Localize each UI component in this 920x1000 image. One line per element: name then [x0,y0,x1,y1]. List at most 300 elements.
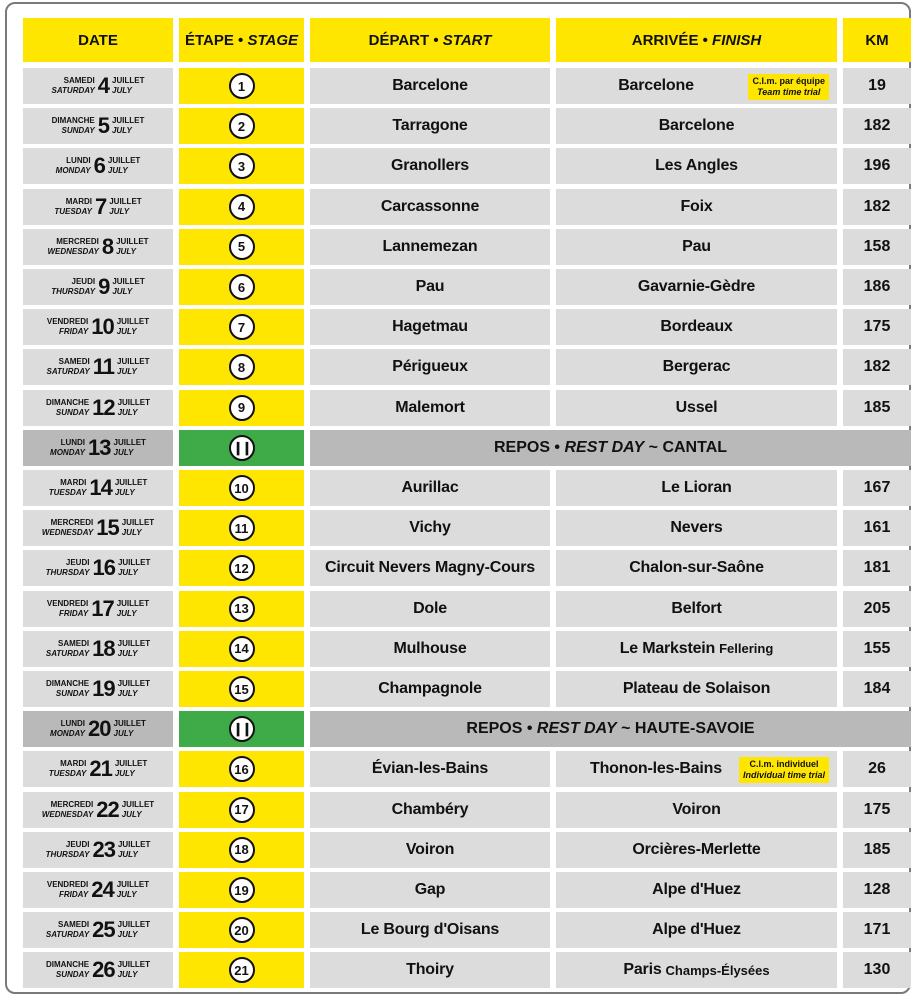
start-cell [310,269,550,305]
distance-km: 181 [863,559,891,577]
start-cell [310,229,550,265]
finish-city: Alpe d'Huez [652,881,741,898]
date-cell [23,68,173,104]
distance-km: 161 [863,519,891,537]
finish-cell [556,470,837,506]
weekday [50,438,85,458]
month-fr: JUILLET [109,196,142,206]
finish-cell [556,390,837,426]
stage-number: 16 [229,756,255,782]
day-number: 7 [94,193,107,219]
distance-km: 155 [863,639,891,657]
header-start-fr: DÉPART [368,31,430,49]
day-number: 25 [92,917,115,943]
distance-cell [843,912,911,948]
finish-cell [556,269,837,305]
distance-km: 196 [863,157,891,175]
month-en: JULY [117,689,138,698]
finish-city: Alpe d'Huez [652,921,741,939]
start-city: Périgueux [392,358,468,376]
rest-fr: REPOS [493,438,550,456]
distance-km: 167 [863,479,891,496]
weekday-en: SATURDAY [45,930,90,940]
start-city: Pau [415,278,445,295]
weekday-fr: MERCREDI [50,799,94,809]
start-cell [310,872,550,908]
distance-cell [843,269,911,305]
weekday-en: WEDNESDAY [41,528,94,538]
month-fr: JUILLET [114,478,148,487]
start-cell [310,671,550,707]
distance-km: 158 [863,237,891,255]
day-number: 23 [92,836,115,862]
finish-city: Les Angles [655,157,738,175]
stage-number: 3 [229,153,255,179]
weekday [46,920,89,940]
start-city: Champagnole [378,680,482,697]
stage-number: 13 [229,596,255,622]
distance-cell [843,390,911,426]
finish-city: Barcelone [658,117,735,135]
weekday-fr: JEUDI [65,558,90,568]
date-cell [23,229,173,265]
header-km: KM [843,18,911,62]
stage-cell [179,671,304,707]
distance-km: 19 [868,77,886,94]
distance-cell [843,792,911,828]
month [118,639,150,659]
weekday-fr: SAMEDI [58,357,90,367]
badge-en: Team time trial [757,87,821,97]
rest-fr: REPOS [466,720,523,738]
table-frame [5,2,911,994]
start-cell [310,832,550,868]
month-en: JULY [121,528,142,538]
month-fr: JUILLET [112,76,145,85]
start-cell [310,108,550,144]
distance-km: 128 [863,881,891,898]
start-cell [310,591,550,627]
month-en: JULY [116,608,137,618]
rest-place: HAUTE-SAVOIE [634,720,755,738]
distance-cell [843,189,911,225]
month-fr: JUILLET [111,116,145,126]
rest-day-label [310,711,911,747]
month-en: JULY [117,367,137,377]
month-fr: JUILLET [117,558,151,568]
finish-city: Nevers [670,519,723,537]
weekday [47,317,88,337]
start-city: Dole [413,599,447,617]
stage-number: 21 [229,957,255,983]
day-number: 13 [88,434,111,460]
finish-cell [556,591,837,627]
stage-cell [179,912,304,948]
weekday [46,840,90,860]
finish-cell [556,832,837,868]
distance-cell [843,550,911,586]
month-en: JULY [117,407,138,417]
weekday [47,880,88,900]
stage-cell [179,550,304,586]
badge-en: Individual time trial [742,770,825,781]
weekday-en: FRIDAY [59,327,89,337]
month-fr: JUILLET [117,397,151,407]
distance-cell [843,510,911,546]
weekday-en: THURSDAY [45,849,90,859]
month-fr: JUILLET [107,156,141,166]
finish-cell [556,872,837,908]
day-number: 16 [92,555,115,581]
weekday [46,960,89,980]
date-cell [23,792,173,828]
day-number: 17 [91,595,114,621]
weekday-fr: JEUDI [71,277,96,286]
distance-cell [843,751,911,787]
stage-number: 20 [229,917,255,943]
day-number: 26 [92,957,115,983]
stage-cell [179,229,304,265]
finish-cell [556,349,837,385]
distance-cell [843,872,911,908]
day-number: 8 [101,233,114,259]
rest-dash: ~ [644,438,663,456]
finish-cell [556,671,837,707]
month-fr: JUILLET [114,759,148,769]
date-cell [23,671,173,707]
weekday [42,518,93,538]
start-cell [310,309,550,345]
header-date: DATE [23,18,173,62]
stage-number: 8 [229,354,255,380]
distance-km: 186 [863,278,891,295]
weekday-fr: LUNDI [60,719,86,729]
day-number: 4 [97,73,110,98]
weekday-fr: DIMANCHE [45,960,90,970]
weekday-fr: MARDI [60,759,87,769]
distance-cell [843,470,911,506]
finish-cell [556,912,837,948]
month-en: JULY [117,568,138,578]
weekday-en: SATURDAY [46,367,90,377]
date-cell [23,189,173,225]
date-cell [23,832,173,868]
month-en: JULY [113,729,134,739]
stage-cell [179,269,304,305]
month [122,800,154,820]
stage-number: 5 [229,234,255,260]
month [115,478,147,498]
stage-number: 10 [229,475,255,501]
distance-cell [843,832,911,868]
header-finish [556,18,837,62]
start-city: Gap [414,881,446,898]
stage-number: 12 [229,555,255,581]
header-sep: • [233,31,248,49]
weekday [47,599,88,619]
date-cell [23,470,173,506]
weekday-en: FRIDAY [59,608,89,618]
stage-cell [179,390,304,426]
distance-km: 171 [863,921,891,939]
start-city: Lannemezan [382,237,478,255]
start-city: Tarragone [392,117,468,135]
month [112,76,144,96]
start-cell [310,68,550,104]
day-number: 19 [92,676,115,701]
weekday-en: SUNDAY [55,407,90,417]
finish-city: Pau [682,237,711,255]
month-fr: JUILLET [113,719,146,729]
day-number: 10 [91,314,114,340]
month-en: JULY [117,930,138,940]
start-cell [310,390,550,426]
weekday-fr: MERCREDI [50,518,94,528]
finish-subtitle: Fellering [719,641,774,657]
start-city: Thoiry [406,961,454,979]
header-finish-en: FINISH [712,31,762,49]
finish-city: Chalon-sur-Saône [629,559,764,577]
header-sep: • [698,31,713,49]
month-fr: JUILLET [121,518,155,528]
month [122,518,154,538]
date-cell [23,349,173,385]
start-cell [310,751,550,787]
rest-day-icon: ❙❙ [229,716,255,742]
weekday-en: MONDAY [50,729,86,739]
start-cell [310,792,550,828]
date-cell [23,550,173,586]
header-sep: • [429,31,443,49]
month-fr: JUILLET [116,598,150,608]
weekday-fr: LUNDI [60,437,86,447]
date-cell [23,912,173,948]
stage-number: 15 [229,676,255,702]
weekday [49,759,87,779]
month-en: JULY [117,970,138,980]
header-start-en: START [442,31,492,49]
weekday-fr: VENDREDI [46,317,89,327]
stage-cell [179,631,304,667]
rest-stage-cell [179,430,304,466]
finish-city: Belfort [671,599,722,617]
finish-city: Foix [680,197,713,215]
start-cell [310,631,550,667]
start-cell [310,550,550,586]
time-trial-badge [748,74,829,100]
stage-cell [179,349,304,385]
header-stage-fr: ÉTAPE [184,31,234,49]
stage-number: 19 [229,877,255,903]
month [118,679,150,699]
start-city: Vichy [409,519,451,537]
rest-day-icon: ❙❙ [229,435,255,461]
month-en: JULY [114,488,135,497]
month-en: JULY [113,447,134,457]
month [112,116,144,136]
month-en: JULY [116,327,137,337]
month [116,237,148,257]
weekday [46,558,90,578]
header-stage [179,18,304,62]
start-city: Hagetmau [392,318,468,336]
finish-subtitle: Champs-Élysées [665,962,770,978]
stage-number: 4 [229,194,255,220]
weekday-en: WEDNESDAY [41,809,94,819]
month-fr: JUILLET [117,839,151,849]
month-fr: JUILLET [116,236,149,246]
finish-city: Bergerac [662,358,731,376]
badge-fr: C.l.m. par équipe [752,76,825,86]
distance-km: 130 [863,961,891,979]
day-number: 18 [92,635,115,661]
finish-city: Voiron [672,800,721,818]
rest-dash: ~ [616,720,635,738]
distance-cell [843,68,911,104]
distance-km: 184 [863,680,891,697]
date-cell [23,952,173,988]
month [117,357,149,377]
finish-cell [556,148,837,184]
start-cell [310,510,550,546]
stage-cell [179,751,304,787]
month-en: JULY [116,246,136,256]
weekday-en: SATURDAY [45,648,90,658]
header-stage-en: STAGE [247,31,299,49]
weekday-fr: MARDI [65,196,92,206]
stage-cell [179,68,304,104]
month-fr: JUILLET [116,317,150,327]
date-cell [23,390,173,426]
weekday-en: FRIDAY [59,890,89,899]
weekday-en: SUNDAY [55,970,90,980]
date-cell [23,510,173,546]
distance-cell [843,148,911,184]
month [112,277,144,297]
month-en: JULY [114,769,135,779]
weekday [54,197,92,217]
finish-cell [556,309,837,345]
start-cell [310,148,550,184]
start-city: Évian-les-Bains [371,760,489,778]
finish-city: Paris [623,961,662,979]
month [118,960,150,980]
finish-cell [556,751,837,787]
weekday-en: TUESDAY [48,769,87,779]
distance-km: 175 [863,318,891,336]
day-number: 20 [88,716,111,742]
distance-cell [843,591,911,627]
stage-cell [179,148,304,184]
stage-cell [179,952,304,988]
weekday [51,277,95,297]
distance-cell [843,229,911,265]
finish-city: Le Markstein [619,639,716,657]
weekday-fr: SAMEDI [58,920,90,930]
start-cell [310,349,550,385]
month [118,920,150,940]
weekday-en: THURSDAY [51,287,96,296]
weekday [46,398,89,418]
month-en: JULY [112,86,132,95]
month-en: JULY [112,287,133,296]
finish-city: Gavarnie-Gèdre [637,278,756,295]
weekday-fr: LUNDI [66,156,91,166]
stage-cell [179,792,304,828]
rest-sep: • [522,720,537,738]
stage-cell [179,832,304,868]
start-city: Granollers [390,157,470,175]
finish-cell [556,189,837,225]
stage-number: 14 [229,636,255,662]
weekday-en: SUNDAY [55,689,90,698]
month-fr: JUILLET [117,357,150,367]
stage-cell [179,309,304,345]
start-city: Malemort [395,398,465,416]
weekday-en: MONDAY [50,447,86,457]
weekday [50,719,85,739]
finish-cell [556,108,837,144]
day-number: 11 [92,354,115,380]
weekday-en: SATURDAY [51,86,95,95]
date-cell [23,751,173,787]
distance-km: 182 [863,117,891,135]
month [114,438,146,458]
month [117,880,149,900]
weekday-en: MONDAY [55,166,91,176]
weekday-fr: MERCREDI [56,236,99,246]
weekday [56,156,91,176]
finish-city: Le Lioran [661,479,732,496]
day-number: 15 [96,515,119,541]
weekday-fr: VENDREDI [46,598,89,608]
rest-sep: • [549,438,565,456]
month-fr: JUILLET [117,679,151,688]
stage-number: 2 [229,113,255,139]
stage-number: 6 [229,274,255,300]
finish-cell [556,68,837,104]
weekday-en: THURSDAY [45,568,90,578]
start-city: Circuit Nevers Magny-Cours [325,559,535,577]
finish-cell [556,631,837,667]
month-en: JULY [111,126,132,136]
day-number: 5 [97,113,109,139]
finish-city: Plateau de Solaison [622,680,771,697]
start-cell [310,189,550,225]
weekday-en: WEDNESDAY [47,246,99,256]
date-cell [23,430,173,466]
stage-cell [179,591,304,627]
month [117,599,149,619]
weekday [47,357,90,377]
finish-city: Orcières-Merlette [632,840,761,858]
weekday-fr: DIMANCHE [45,679,90,688]
finish-cell [556,952,837,988]
day-number: 6 [93,153,105,179]
month-en: JULY [121,809,142,819]
stage-number: 11 [229,515,255,541]
day-number: 9 [98,274,110,299]
date-cell [23,591,173,627]
distance-km: 205 [863,599,891,617]
stage-cell [179,108,304,144]
month-en: JULY [117,648,138,658]
distance-cell [843,952,911,988]
day-number: 21 [89,756,112,782]
month [115,759,147,779]
rest-day-label [310,430,911,466]
header-finish-fr: ARRIVÉE [631,31,699,49]
